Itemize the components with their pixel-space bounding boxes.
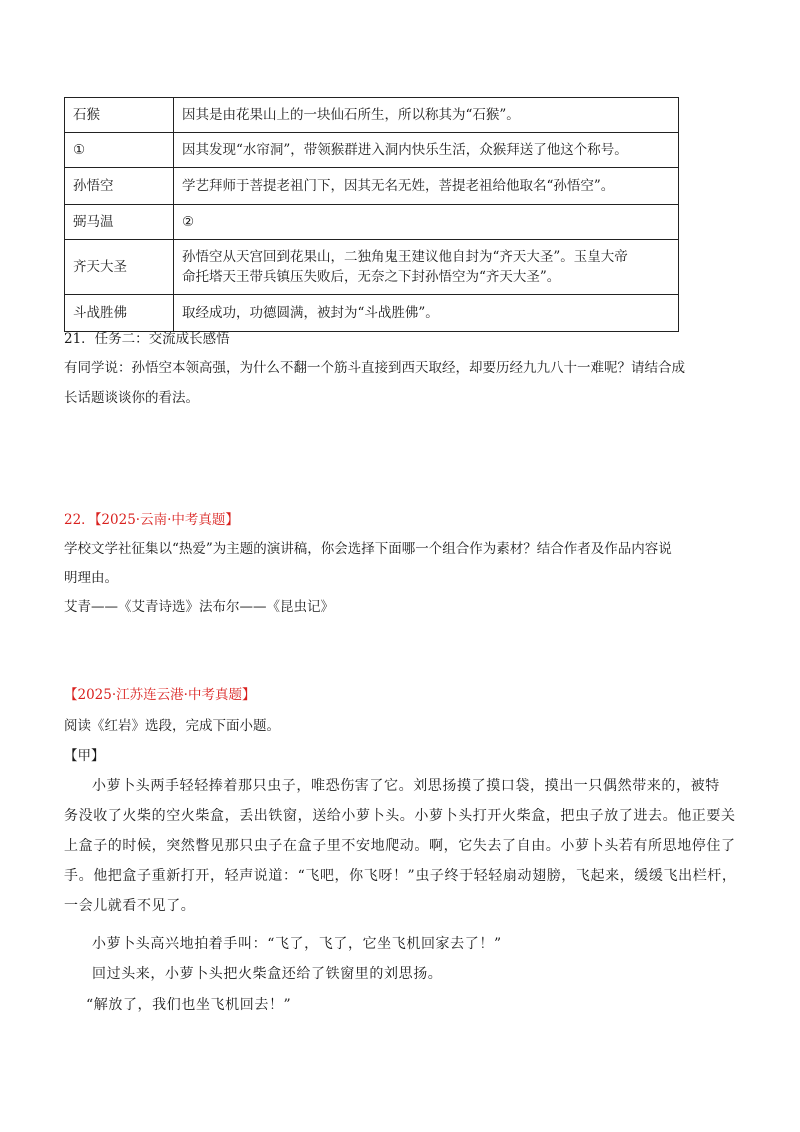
passage-line: 小萝卜头高兴地拍着手叫：“飞了，飞了，它坐飞机回家去了！” xyxy=(92,936,502,952)
question-22-source-tag: 【2025·云南·中考真题】 xyxy=(94,512,239,528)
table-row xyxy=(65,133,679,168)
name-cell: 弼马温 xyxy=(65,205,174,240)
section-instruction: 阅读《红岩》选段，完成下面小题。 xyxy=(64,718,280,734)
table-row xyxy=(65,240,679,295)
question-22-text-line: 学校文学社征集以“热爱”为主题的演讲稿，你会选择下面哪一个组合作为素材？结合作者及作品内容说 xyxy=(64,541,672,557)
desc-cell: 取经成功，功德圆满，被封为“斗战胜佛”。 xyxy=(174,295,679,332)
desc-line: 孙悟空从天宫回到花果山，二独角鬼王建议他自封为“齐天大圣”。玉皇大帝 xyxy=(182,249,628,265)
passage-line: 手。他把盒子重新打开，轻声说道：“飞吧，你飞呀！”虫子终于轻轻扇动翅膀，飞起来，缓缓飞出栏杆， xyxy=(64,868,737,884)
question-21-text-line: 有同学说：孙悟空本领高强，为什么不翻一个筋斗直接到西天取经，却要历经九九八十一难呢？请结合成 xyxy=(64,360,685,376)
question-21-text-line: 长话题谈谈你的看法。 xyxy=(64,390,199,406)
table-row xyxy=(65,205,679,240)
question-22-number: 22． xyxy=(64,512,95,528)
question-22-header xyxy=(64,510,239,530)
section-source-tag: 【2025·江苏连云港·中考真题】 xyxy=(64,687,256,703)
question-22-text-line: 明理由。 xyxy=(64,570,118,586)
name-cell: ① xyxy=(65,133,174,168)
table-row xyxy=(65,168,679,205)
desc-line: 命托塔天王带兵镇压失败后，无奈之下封孙悟空为“齐天大圣”。 xyxy=(182,269,561,285)
name-cell: 斗战胜佛 xyxy=(65,295,174,332)
passage-line: 上盒子的时候，突然瞥见那只虫子在盒子里不安地爬动。啊，它失去了自由。小萝卜头若有所思地停住了 xyxy=(64,838,736,854)
name-cell: 齐天大圣 xyxy=(65,240,174,295)
passage-line: 回过头来，小萝卜头把火柴盒还给了铁窗里的刘思扬。 xyxy=(92,966,443,982)
desc-cell: ② xyxy=(174,205,679,240)
name-cell: 孙悟空 xyxy=(65,168,174,205)
desc-cell: 因其是由花果山上的一块仙石所生，所以称其为“石猴”。 xyxy=(174,98,679,133)
desc-cell: 学艺拜师于菩提老祖门下，因其无名无姓，菩提老祖给他取名“孙悟空”。 xyxy=(174,168,679,205)
passage-line: 小萝卜头两手轻轻捧着那只虫子，唯恐伤害了它。刘思扬摸了摸口袋，摸出一只偶然带来的，被特 xyxy=(92,778,720,794)
name-table xyxy=(64,97,679,332)
passage-line: 一会儿就看不见了。 xyxy=(64,898,196,914)
name-cell: 石猴 xyxy=(65,98,174,133)
question-22-options: 艾青——《艾青诗选》法布尔——《昆虫记》 xyxy=(64,599,334,615)
question-21-title: 21．任务二：交流成长感悟 xyxy=(64,331,230,347)
table-row xyxy=(65,295,679,332)
passage-line: “解放了，我们也坐飞机回去！” xyxy=(86,997,292,1013)
table-row xyxy=(65,98,679,133)
desc-cell xyxy=(174,240,679,295)
passage-label: 【甲】 xyxy=(64,748,105,764)
passage-line: 务没收了火柴的空火柴盒，丢出铁窗，送给小萝卜头。小萝卜头打开火柴盒，把虫子放了进去。他正要关 xyxy=(64,808,736,824)
desc-cell: 因其发现“水帘洞”，带领猴群进入洞内快乐生活，众猴拜送了他这个称号。 xyxy=(174,133,679,168)
